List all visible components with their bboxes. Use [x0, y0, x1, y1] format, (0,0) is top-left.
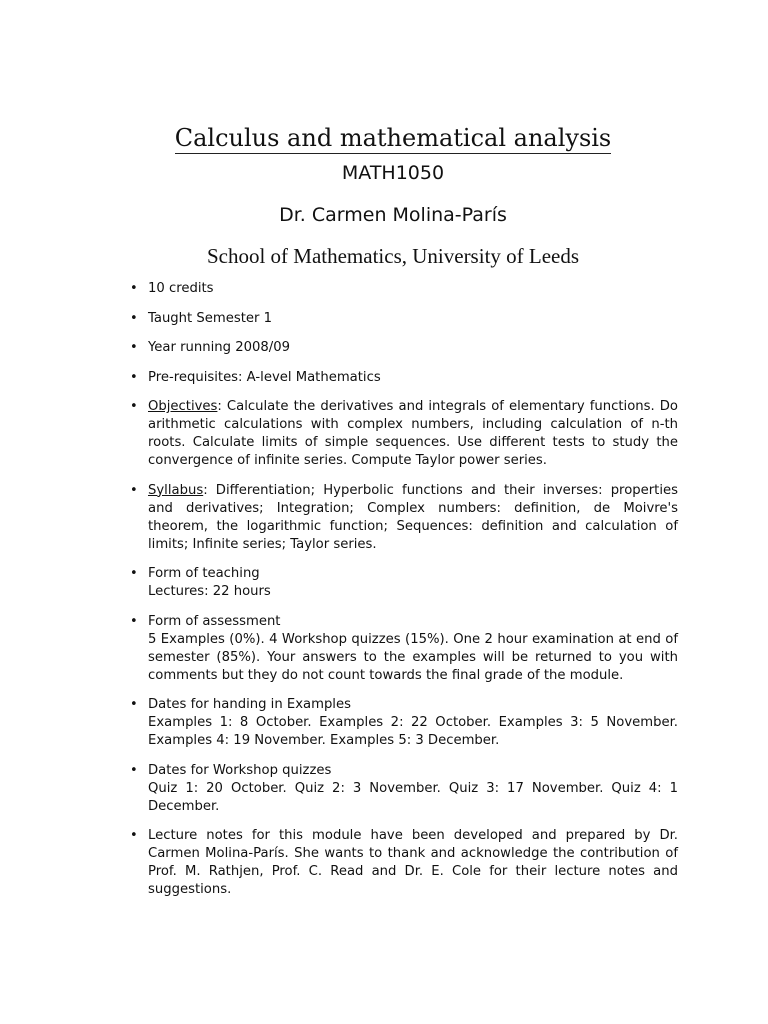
- teaching-detail: Lectures: 22 hours: [148, 584, 271, 599]
- syllabus-label: Syllabus: [148, 482, 204, 498]
- semester-text: Taught Semester 1: [148, 310, 273, 326]
- module-code: MATH1050: [341, 162, 445, 184]
- syllabus-text: : Differentiation; Hyperbolic functions and their inverses: properties and derivatives; Integration; Complex numbers: definition, de Moivre's theorem, the logarithmic function; Sequences: definition and calculation of limits; Infinite series; Taylor series.: [148, 482, 678, 552]
- school-name: School of Mathematics, University of Leeds: [206, 244, 580, 268]
- bullet-icon: •: [130, 566, 138, 581]
- list-item-quiz-dates: [130, 762, 678, 816]
- document-title-text: Calculus and mathematical analysis: [174, 124, 612, 152]
- list-item-lecture-notes: [130, 827, 678, 899]
- bullet-icon: •: [130, 340, 138, 355]
- list-item-year: [130, 339, 678, 357]
- assessment-detail: 5 Examples (0%). 4 Workshop quizzes (15%). One 2 hour examination at end of semester (85%). Your answers to the examples will be returned to you with comments but they do not count towards the final grade of the module.: [148, 631, 678, 683]
- bullet-icon: •: [130, 281, 138, 296]
- assessment-heading: Form of assessment: [148, 613, 281, 629]
- examples-dates-heading: Dates for handing in Examples: [148, 697, 351, 712]
- quiz-dates-heading: Dates for Workshop quizzes: [148, 762, 332, 778]
- objectives-text: : Calculate the derivatives and integrals of elementary functions. Do arithmetic calculations with complex numbers, including calculation of n-th roots. Calculate limits of simple sequences. Use different tests to study the convergence of infinite series. Compute Taylor power series.: [148, 399, 678, 468]
- bullet-icon: •: [130, 697, 138, 712]
- year-text: Year running 2008/09: [148, 340, 290, 355]
- examples-dates-detail: Examples 1: 8 October. Examples 2: 22 October. Examples 3: 5 November. Examples 4: 19 November. Examples 5: 3 December.: [148, 715, 678, 748]
- list-item-syllabus: [130, 482, 678, 554]
- bullet-icon: •: [130, 482, 138, 498]
- list-item-objectives: [130, 398, 678, 470]
- list-item-semester: [130, 310, 678, 328]
- teaching-heading: Form of teaching: [148, 566, 260, 581]
- list-item-examples-dates: [130, 696, 678, 750]
- bullet-icon: •: [130, 399, 138, 414]
- bullet-icon: •: [130, 828, 138, 843]
- prerequisites-text: Pre-requisites: A-level Mathematics: [148, 369, 381, 385]
- document-title: [0, 122, 768, 154]
- bullet-icon: •: [130, 762, 138, 778]
- list-item-assessment: [130, 613, 678, 685]
- bullet-icon: •: [130, 369, 138, 385]
- lecture-notes-text: Lecture notes for this module have been developed and prepared by Dr. Carmen Molina-París. She wants to thank and acknowledge the contribution of Prof. M. Rathjen, Prof. C. Read and Dr. E. Cole for their lecture notes and suggestions.: [148, 828, 678, 897]
- list-item-teaching: [130, 565, 678, 601]
- list-item-credits: [130, 280, 678, 298]
- credits-text: 10 credits: [148, 281, 214, 296]
- author-name: Dr. Carmen Molina-París: [279, 204, 507, 226]
- module-info-list: [130, 280, 678, 911]
- bullet-icon: •: [130, 310, 138, 326]
- list-item-prerequisites: [130, 369, 678, 387]
- objectives-label: Objectives: [148, 399, 218, 414]
- quiz-dates-detail: Quiz 1: 20 October. Quiz 2: 3 November. Quiz 3: 17 November. Quiz 4: 1 December.: [148, 780, 678, 814]
- bullet-icon: •: [130, 613, 138, 629]
